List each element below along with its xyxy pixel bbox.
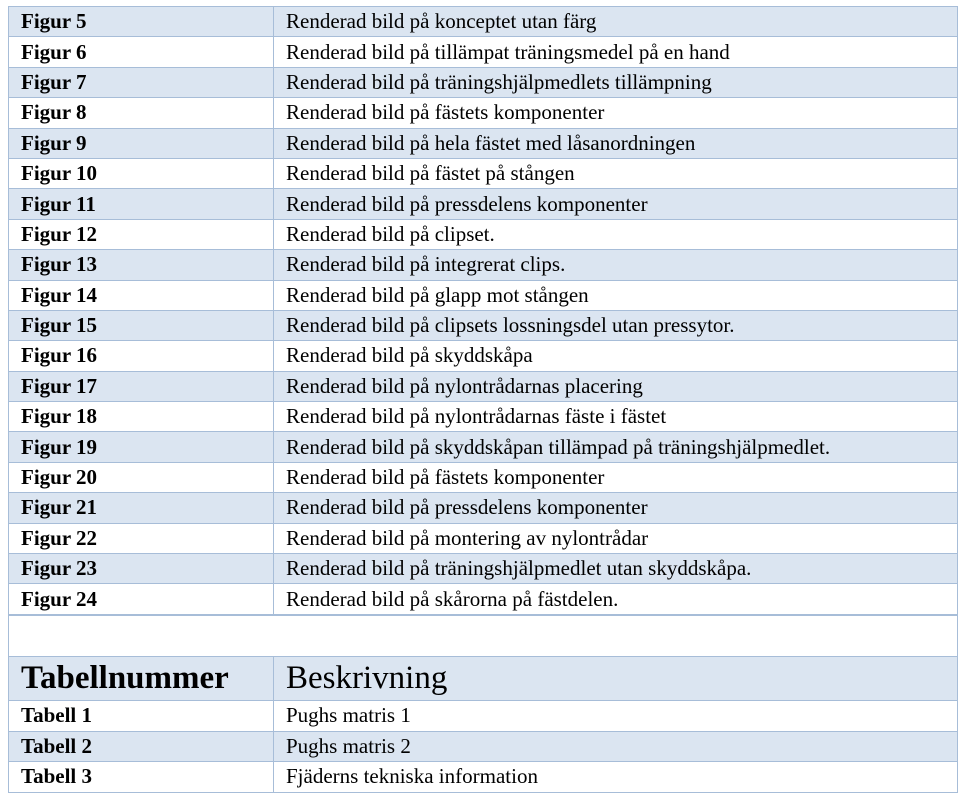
figure-row xyxy=(9,67,958,97)
figure-row xyxy=(9,219,958,249)
figure-row-number: Figur 15 xyxy=(9,310,274,340)
figure-row xyxy=(9,37,958,67)
figure-row-number: Figur 19 xyxy=(9,432,274,462)
figure-row xyxy=(9,310,958,340)
figure-row-number: Figur 10 xyxy=(9,158,274,188)
figure-row-description: Renderad bild på pressdelens komponenter xyxy=(274,493,958,523)
table-row xyxy=(9,762,958,793)
figure-row-number: Figur 6 xyxy=(9,37,274,67)
figure-row xyxy=(9,462,958,492)
figure-row xyxy=(9,371,958,401)
figure-row xyxy=(9,493,958,523)
figure-row xyxy=(9,250,958,280)
table-list-table xyxy=(8,656,958,793)
figure-row-number: Figur 7 xyxy=(9,67,274,97)
figure-row xyxy=(9,523,958,553)
empty-separator-row xyxy=(8,615,958,657)
figure-row-number: Figur 16 xyxy=(9,341,274,371)
figure-row-number: Figur 8 xyxy=(9,98,274,128)
header-description: Beskrivning xyxy=(274,657,958,701)
figure-row-number: Figur 11 xyxy=(9,189,274,219)
figure-row-number: Figur 17 xyxy=(9,371,274,401)
figure-row-description: Renderad bild på skyddskåpa xyxy=(274,341,958,371)
figure-row xyxy=(9,584,958,614)
figure-row xyxy=(9,280,958,310)
table-row-number: Tabell 2 xyxy=(9,731,274,762)
figure-row xyxy=(9,158,958,188)
figure-row-description: Renderad bild på skårorna på fästdelen. xyxy=(274,584,958,614)
figure-row-description: Renderad bild på clipset. xyxy=(274,219,958,249)
figure-row xyxy=(9,7,958,37)
figure-row-description: Renderad bild på träningshjälpmedlets tillämpning xyxy=(274,67,958,97)
figure-row-number: Figur 14 xyxy=(9,280,274,310)
figure-row-number: Figur 20 xyxy=(9,462,274,492)
table-row xyxy=(9,731,958,762)
figure-row-description: Renderad bild på clipsets lossningsdel utan pressytor. xyxy=(274,310,958,340)
figure-row-number: Figur 18 xyxy=(9,402,274,432)
figure-row-description: Renderad bild på nylontrådarnas fäste i fästet xyxy=(274,402,958,432)
figure-row xyxy=(9,128,958,158)
table-list-header-row xyxy=(9,657,958,701)
table-row xyxy=(9,701,958,732)
figure-row-description: Renderad bild på integrerat clips. xyxy=(274,250,958,280)
figure-row xyxy=(9,432,958,462)
figure-row-description: Renderad bild på fästet på stången xyxy=(274,158,958,188)
figure-row-description: Renderad bild på fästets komponenter xyxy=(274,98,958,128)
figure-row-description: Renderad bild på pressdelens komponenter xyxy=(274,189,958,219)
figure-row-description: Renderad bild på konceptet utan färg xyxy=(274,7,958,37)
figure-row-description: Renderad bild på hela fästet med låsanordningen xyxy=(274,128,958,158)
figure-row-number: Figur 23 xyxy=(9,554,274,584)
figure-row-description: Renderad bild på montering av nylontrådar xyxy=(274,523,958,553)
figure-row xyxy=(9,189,958,219)
figure-list-table xyxy=(8,6,958,615)
figure-row-description: Renderad bild på fästets komponenter xyxy=(274,462,958,492)
table-row-description: Fjäderns tekniska information xyxy=(274,762,958,793)
figure-row xyxy=(9,341,958,371)
figure-row-description: Renderad bild på skyddskåpan tillämpad på träningshjälpmedlet. xyxy=(274,432,958,462)
figure-row-number: Figur 12 xyxy=(9,219,274,249)
figure-row xyxy=(9,402,958,432)
figure-row-number: Figur 22 xyxy=(9,523,274,553)
figure-row-number: Figur 21 xyxy=(9,493,274,523)
figure-row-description: Renderad bild på glapp mot stången xyxy=(274,280,958,310)
figure-row xyxy=(9,554,958,584)
table-row-number: Tabell 3 xyxy=(9,762,274,793)
table-row-description: Pughs matris 2 xyxy=(274,731,958,762)
table-row-number: Tabell 1 xyxy=(9,701,274,732)
figure-row-number: Figur 13 xyxy=(9,250,274,280)
figure-row-number: Figur 24 xyxy=(9,584,274,614)
figure-row-number: Figur 9 xyxy=(9,128,274,158)
figure-row-description: Renderad bild på tillämpat träningsmedel på en hand xyxy=(274,37,958,67)
figure-row xyxy=(9,98,958,128)
table-row-description: Pughs matris 1 xyxy=(274,701,958,732)
figure-row-description: Renderad bild på nylontrådarnas placering xyxy=(274,371,958,401)
figure-row-number: Figur 5 xyxy=(9,7,274,37)
header-table-number: Tabellnummer xyxy=(9,657,274,701)
figure-row-description: Renderad bild på träningshjälpmedlet utan skyddskåpa. xyxy=(274,554,958,584)
